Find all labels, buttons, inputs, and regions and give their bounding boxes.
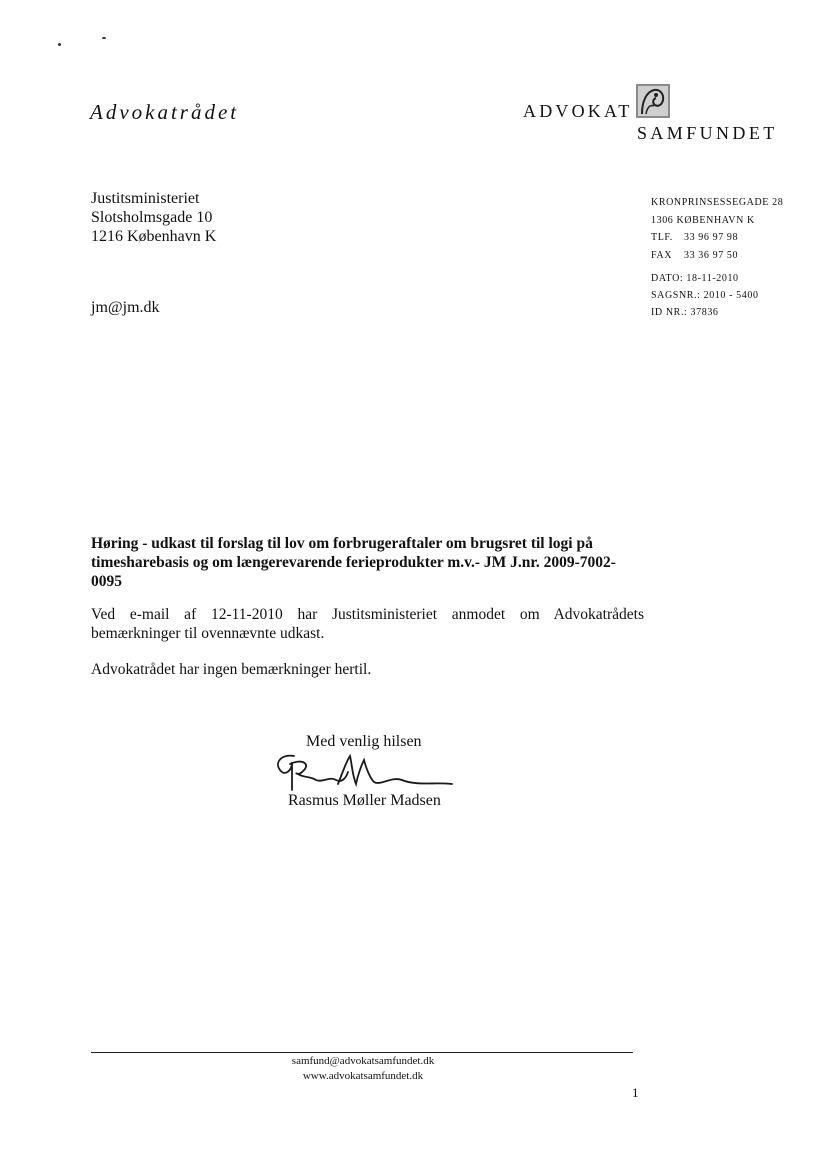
sender-address-line1: KRONPRINSESSEGADE 28: [651, 197, 784, 208]
phone-value: 33 96 97 98: [684, 232, 739, 243]
sender-phone: [651, 229, 783, 247]
closing-greeting: Med venlig hilsen: [306, 733, 422, 750]
footer-email: samfund@advokatsamfundet.dk: [291, 1055, 435, 1067]
scan-speck: [102, 37, 106, 39]
letter-subject: Høring - udkast til forslag til lov om forbrugeraftaler om brugsret til logi på timesharebasis og om længerevarende ferieprodukter m.v.- JM J.nr. 2009-7002-0095: [91, 535, 616, 590]
fax-label: FAX: [651, 249, 673, 261]
logo-text-top: ADVOKAT: [523, 101, 633, 121]
phone-label: TLF.: [651, 232, 673, 243]
handwritten-signature: [272, 750, 458, 796]
recipient-email: jm@jm.dk: [91, 299, 160, 316]
recipient-address: [91, 189, 216, 246]
meta-id-number: ID NR.: 37836: [651, 307, 719, 318]
footer-website: www.advokatsamfundet.dk: [302, 1070, 424, 1082]
letter-meta: [651, 270, 759, 321]
recipient-name: Justitsministeriet: [91, 190, 200, 207]
scan-speck: [58, 43, 61, 46]
recipient-city: 1216 København K: [91, 228, 217, 245]
page-number: 1: [632, 1085, 639, 1100]
letter-paragraph-1: Ved e-mail af 12-11-2010 har Justitsministeriet anmodet om Advokatrådets bemærkninger til ovennævnte udkast.: [91, 606, 644, 642]
sender-contact: [651, 194, 783, 264]
meta-date: DATO: 18-11-2010: [651, 273, 739, 284]
meta-case-number: SAGSNR.: 2010 - 5400: [651, 290, 759, 301]
advokatsamfundet-logo-icon: [636, 84, 670, 118]
sender-address-line2: 1306 KØBENHAVN K: [651, 214, 755, 226]
signer-name: Rasmus Møller Madsen: [288, 792, 441, 809]
sender-fax: [651, 247, 783, 265]
recipient-street: Slotsholmsgade 10: [91, 209, 213, 226]
fax-value: 33 36 97 50: [684, 249, 739, 261]
org-name: Advokatrådet: [90, 100, 240, 124]
letter-paragraph-2: Advokatrådet har ingen bemærkninger hertil.: [91, 661, 372, 678]
logo-text-bottom: SAMFUNDET: [637, 123, 778, 143]
footer-divider: [91, 1052, 633, 1053]
